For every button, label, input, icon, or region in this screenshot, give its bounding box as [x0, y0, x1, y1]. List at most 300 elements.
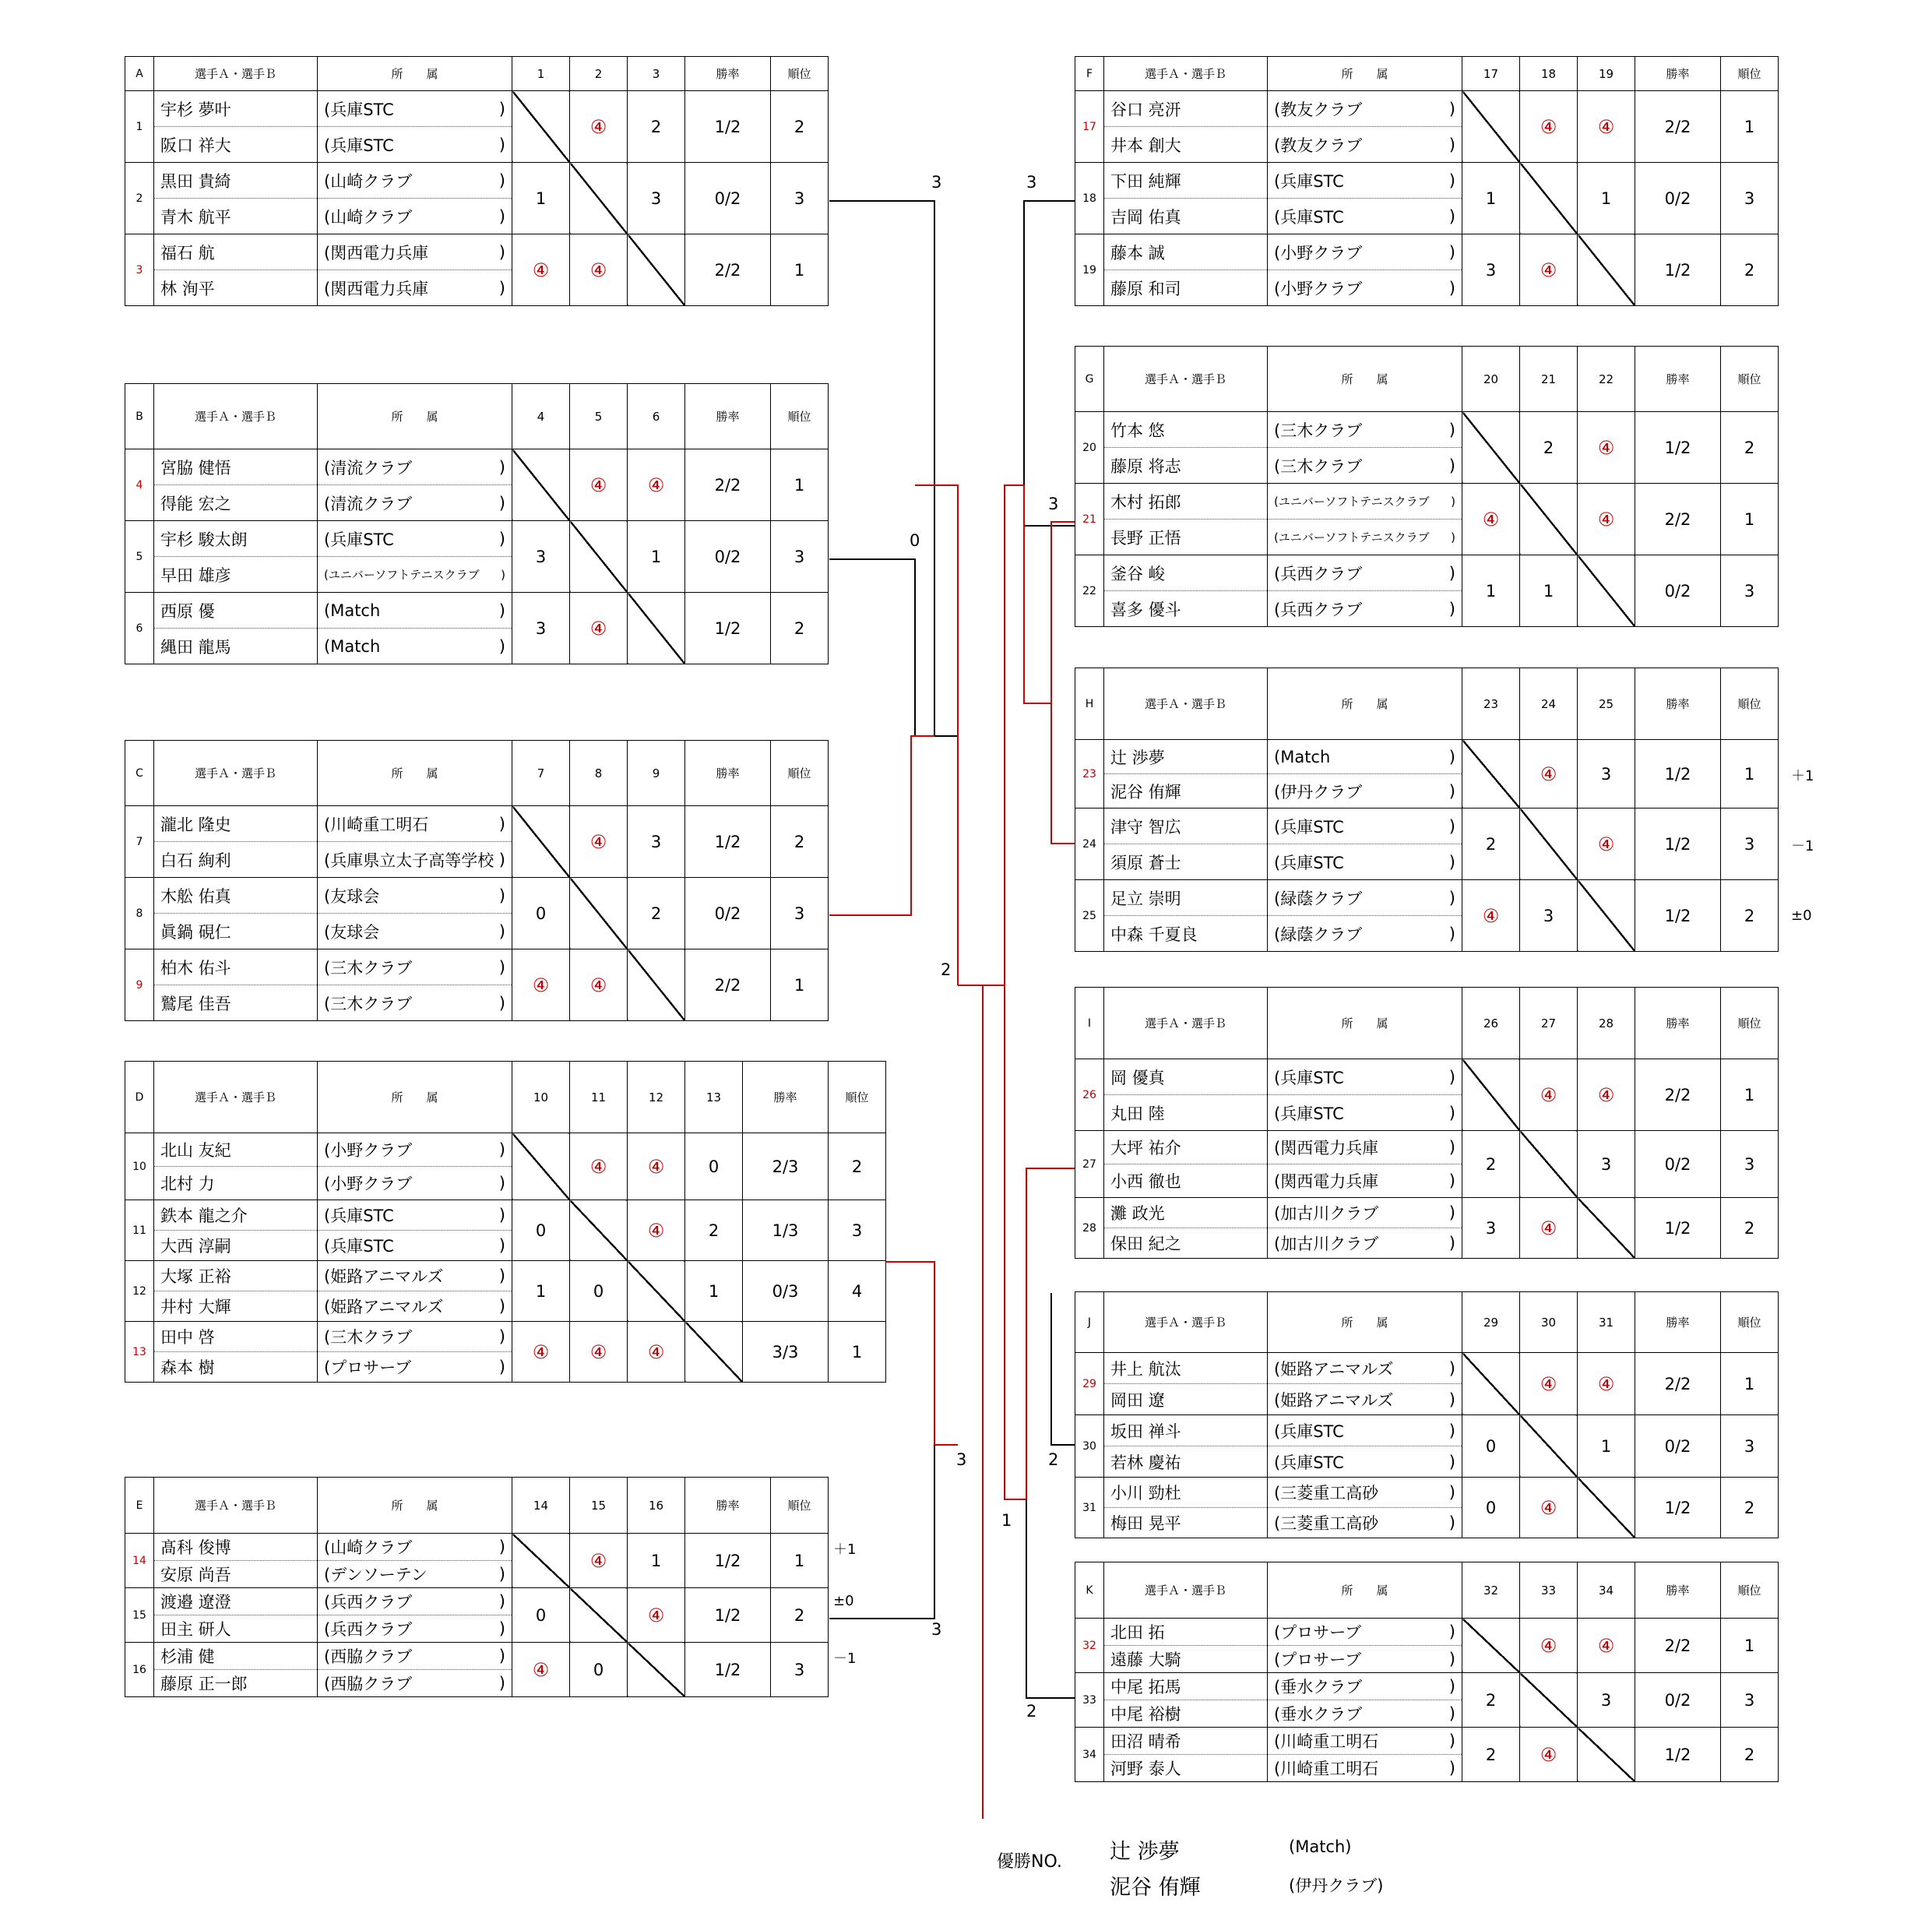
club-name: 川崎重工明石 [330, 815, 429, 834]
group-table-e [125, 1477, 829, 1697]
player-name: 田沼 晴希 [1104, 1728, 1268, 1755]
self-diagonal [1520, 1415, 1578, 1478]
club-name: 兵庫STC [330, 530, 394, 549]
win-rate: 2/2 [685, 449, 771, 521]
match-score: ④ [628, 1200, 685, 1261]
match-col-header: 26 [1462, 988, 1520, 1059]
match-score: ④ [1520, 1353, 1578, 1415]
bracket-score: 3 [931, 1620, 942, 1639]
player-name: 田主 研人 [154, 1615, 318, 1643]
rank: 3 [771, 163, 829, 234]
pair-number: 17 [1075, 91, 1104, 163]
rank: 3 [1721, 163, 1779, 234]
club-name: 小野クラブ [330, 1141, 413, 1160]
self-diagonal [1520, 1673, 1578, 1728]
player-club: (三木クラブ ) [318, 1322, 512, 1352]
player-club: (兵西クラブ ) [1268, 555, 1462, 591]
player-name: 阪口 祥大 [154, 127, 318, 163]
player-name: 井村 大輝 [154, 1291, 318, 1322]
match-score: ④ [1578, 1353, 1635, 1415]
group-table-j [1075, 1291, 1779, 1538]
pair-row-top [1075, 1619, 1779, 1646]
player-club: (兵庫STC ) [1268, 1095, 1462, 1131]
player-name: 縄田 龍馬 [154, 629, 318, 664]
match-col-header: 4 [512, 384, 570, 449]
player-club: (西脇クラブ ) [318, 1670, 512, 1697]
rank: 3 [1721, 808, 1779, 880]
self-diagonal [1578, 1478, 1635, 1538]
win-rate: 0/2 [1635, 555, 1721, 627]
club-name: 三菱重工高砂 [1280, 1484, 1379, 1502]
bracket-score: 2 [941, 960, 952, 979]
win-rate: 0/2 [1635, 1415, 1721, 1478]
pair-row-top [125, 1588, 829, 1615]
match-score: ④ [512, 1643, 570, 1697]
club-name: 兵庫STC [330, 136, 394, 155]
match-col-header: 16 [628, 1478, 685, 1534]
rank: 2 [829, 1133, 886, 1200]
group-header [125, 741, 829, 806]
rank: 2 [1721, 1198, 1779, 1259]
pair-row-top [1075, 91, 1779, 127]
rank: 2 [1721, 1478, 1779, 1538]
player-club: (伊丹クラブ ) [1268, 774, 1462, 808]
group-letter: E [125, 1478, 154, 1534]
player-club: (山崎クラブ ) [318, 199, 512, 234]
match-score: ④ [570, 806, 628, 878]
match-col-header: 6 [628, 384, 685, 449]
match-score: ④ [1578, 1619, 1635, 1673]
match-col-header: 22 [1578, 347, 1635, 412]
champion-player-a: 辻 渉夢 [1110, 1840, 1180, 1864]
match-score: 1 [512, 163, 570, 234]
self-diagonal [570, 1200, 628, 1261]
match-score: 3 [628, 163, 685, 234]
pair-number: 5 [125, 521, 154, 593]
club-header: 所 属 [1268, 988, 1462, 1059]
player-name: 泥谷 侑輝 [1104, 774, 1268, 808]
player-club: (姫路アニマルズ ) [1268, 1384, 1462, 1415]
match-score: 1 [1578, 1415, 1635, 1478]
player-club: (三木クラブ ) [318, 949, 512, 985]
club-name: 小野クラブ [330, 1175, 413, 1193]
player-club: (三木クラブ ) [318, 985, 512, 1021]
club-name: 姫路アニマルズ [1280, 1359, 1394, 1379]
bracket-score: 3 [931, 173, 942, 192]
player-club: (山崎クラブ ) [318, 163, 512, 199]
match-score: ④ [1462, 880, 1520, 952]
player-club: (小野クラブ ) [318, 1133, 512, 1167]
club-name: 兵西クラブ [1280, 600, 1363, 619]
group-header [1075, 988, 1779, 1059]
player-name: 谷口 亮汧 [1104, 91, 1268, 127]
player-name: 藤原 正一郎 [154, 1670, 318, 1697]
match-score: ④ [1520, 1059, 1578, 1131]
match-score: 1 [628, 521, 685, 593]
win-rate: 2/2 [1635, 1059, 1721, 1131]
club-name: ユニバーソフトテニスクラブ [1278, 530, 1430, 544]
player-name: 藤原 将志 [1104, 448, 1268, 484]
club-name: 関西電力兵庫 [330, 279, 429, 298]
club-name: プロサーブ [1280, 1650, 1362, 1669]
group-table-i [1075, 987, 1779, 1259]
players-header: 選手Ａ・選手Ｂ [154, 741, 318, 806]
pair-number: 13 [125, 1322, 154, 1383]
win-rate: 1/2 [1635, 808, 1721, 880]
match-col-header: 19 [1578, 57, 1635, 91]
player-name: 藤本 誠 [1104, 234, 1268, 270]
player-club: (ユニバーソフトテニスクラブ ) [318, 557, 512, 593]
player-club: (兵西クラブ ) [1268, 591, 1462, 627]
bracket-line-g-win [1024, 485, 1075, 703]
self-diagonal [570, 878, 628, 949]
player-name: 西原 優 [154, 593, 318, 629]
player-name: 大坪 祐介 [1104, 1131, 1268, 1164]
match-score: 3 [1578, 740, 1635, 808]
player-name: 木村 拓郎 [1104, 484, 1268, 520]
players-header: 選手Ａ・選手Ｂ [1104, 57, 1268, 91]
champion-club-a: (Match) [1289, 1837, 1352, 1856]
pair-row-top [125, 1261, 886, 1291]
match-col-header: 2 [570, 57, 628, 91]
group-header [125, 57, 829, 91]
player-club: (小野クラブ ) [1268, 270, 1462, 306]
match-col-header: 27 [1520, 988, 1578, 1059]
match-score: 1 [512, 1261, 570, 1322]
self-diagonal [1520, 163, 1578, 234]
pair-row-top [1075, 484, 1779, 520]
self-diagonal [570, 1588, 628, 1643]
win-rate: 2/2 [1635, 1619, 1721, 1673]
rank: 3 [1721, 1131, 1779, 1198]
player-name: 得能 宏之 [154, 485, 318, 521]
match-col-header: 11 [570, 1062, 628, 1133]
rank: 1 [829, 1322, 886, 1383]
rate-header: 勝率 [1635, 1292, 1721, 1353]
bracket-line-a [829, 201, 958, 736]
player-name: 杉浦 健 [154, 1643, 318, 1670]
self-diagonal [512, 449, 570, 521]
match-score: ④ [570, 1534, 628, 1588]
player-club: (教友クラブ ) [1268, 91, 1462, 127]
pair-row-top [125, 91, 829, 127]
bracket-line-ij-win [1005, 985, 1026, 1499]
match-col-header: 1 [512, 57, 570, 91]
match-score: ④ [1520, 740, 1578, 808]
match-col-header: 32 [1462, 1562, 1520, 1619]
match-score: 2 [685, 1200, 743, 1261]
match-col-header: 13 [685, 1062, 743, 1133]
club-name: 兵庫STC [1280, 1104, 1344, 1123]
win-rate: 1/2 [685, 1534, 771, 1588]
group-header [1075, 1562, 1779, 1619]
pair-row-top [1075, 412, 1779, 448]
match-score: 2 [628, 91, 685, 163]
self-diagonal [1462, 1059, 1520, 1131]
club-name: 兵庫STC [1280, 1453, 1344, 1472]
pair-number: 22 [1075, 555, 1104, 627]
match-score: ④ [628, 449, 685, 521]
rank: 3 [1721, 1673, 1779, 1728]
player-name: 藤原 和司 [1104, 270, 1268, 306]
club-name: 兵西クラブ [330, 1593, 413, 1612]
bracket-score: 3 [956, 1450, 967, 1469]
club-name: 兵庫STC [1280, 207, 1344, 227]
pair-row-top [1075, 1059, 1779, 1095]
pair-row-top [1075, 880, 1779, 916]
match-score: 3 [1462, 234, 1520, 306]
player-name: 喜多 優斗 [1104, 591, 1268, 627]
player-name: 若林 慶祐 [1104, 1446, 1268, 1478]
match-col-header: 31 [1578, 1292, 1635, 1353]
player-club: (兵西クラブ ) [318, 1615, 512, 1643]
rank: 3 [771, 521, 829, 593]
rank: 2 [1721, 1728, 1779, 1782]
win-rate: 1/2 [1635, 412, 1721, 484]
match-score: ④ [570, 949, 628, 1021]
rate-header: 勝率 [743, 1062, 829, 1133]
match-score: 3 [628, 806, 685, 878]
group-table-d [125, 1061, 886, 1383]
club-name: 兵庫STC [1280, 853, 1344, 872]
self-diagonal [628, 1261, 685, 1322]
bracket-line-h-win [1051, 703, 1075, 844]
pair-number: 14 [125, 1534, 154, 1588]
match-score: ④ [1520, 1198, 1578, 1259]
rank-header: 順位 [1721, 347, 1779, 412]
rate-header: 勝率 [1635, 57, 1721, 91]
win-rate: 2/2 [685, 234, 771, 306]
club-name: 兵庫STC [1280, 817, 1344, 837]
club-name: 山崎クラブ [330, 207, 413, 227]
match-col-header: 17 [1462, 57, 1520, 91]
pair-row-top [125, 521, 829, 557]
club-name: 川崎重工明石 [1280, 1732, 1379, 1751]
player-name: 渡邉 遼澄 [154, 1588, 318, 1615]
match-score: ④ [1578, 91, 1635, 163]
rank: 3 [1721, 555, 1779, 627]
player-club: (川崎重工明石 ) [1268, 1728, 1462, 1755]
match-score: 2 [1462, 1728, 1520, 1782]
match-score: ④ [570, 234, 628, 306]
rank: 1 [1721, 740, 1779, 808]
self-diagonal [628, 1643, 685, 1697]
pair-row-top [1075, 163, 1779, 199]
group-table-k [1075, 1562, 1779, 1782]
player-club: (プロサーブ ) [1268, 1619, 1462, 1646]
player-name: 釜谷 峻 [1104, 555, 1268, 591]
rank-header: 順位 [771, 741, 829, 806]
player-club: (清流クラブ ) [318, 485, 512, 521]
pair-number: 23 [1075, 740, 1104, 808]
win-rate: 2/2 [1635, 91, 1721, 163]
pair-row-top [125, 163, 829, 199]
club-name: 西脇クラブ [330, 1675, 413, 1693]
match-score: 1 [1520, 555, 1578, 627]
player-name: 足立 崇明 [1104, 880, 1268, 916]
side-note: ±0 [833, 1593, 854, 1609]
pair-row-top [1075, 1131, 1779, 1164]
player-club: (垂水クラブ ) [1268, 1673, 1462, 1700]
player-name: 中尾 拓馬 [1104, 1673, 1268, 1700]
players-header: 選手Ａ・選手Ｂ [1104, 1562, 1268, 1619]
win-rate: 3/3 [743, 1322, 829, 1383]
bracket-line-b-win [915, 485, 958, 985]
club-name: デンソーテン [330, 1566, 428, 1584]
rank: 3 [1721, 1415, 1779, 1478]
rate-header: 勝率 [1635, 1562, 1721, 1619]
match-score: ④ [512, 234, 570, 306]
match-col-header: 29 [1462, 1292, 1520, 1353]
group-header [1075, 347, 1779, 412]
rank: 2 [1721, 234, 1779, 306]
player-club: (西脇クラブ ) [318, 1643, 512, 1670]
player-name: 梅田 晃平 [1104, 1508, 1268, 1538]
club-name: 姫路アニマルズ [1280, 1390, 1394, 1410]
bracket-line-d-win [886, 1262, 958, 1445]
player-club: (友球会 ) [318, 878, 512, 914]
player-club: (川崎重工明石 ) [318, 806, 512, 842]
rank: 2 [1721, 880, 1779, 952]
rank: 1 [771, 234, 829, 306]
player-club: (ユニバーソフトテニスクラブ ) [1268, 520, 1462, 555]
match-score: ④ [1578, 808, 1635, 880]
player-name: 林 洵平 [154, 270, 318, 306]
pair-number: 18 [1075, 163, 1104, 234]
match-col-header: 34 [1578, 1562, 1635, 1619]
pair-row-top [1075, 1728, 1779, 1755]
club-name: 垂水クラブ [1280, 1678, 1363, 1696]
club-name: 三木クラブ [1280, 421, 1363, 440]
match-score: 2 [1462, 1673, 1520, 1728]
player-club: (兵庫STC ) [318, 1200, 512, 1231]
group-header [125, 1478, 829, 1534]
players-header: 選手Ａ・選手Ｂ [1104, 668, 1268, 740]
win-rate: 0/3 [743, 1261, 829, 1322]
player-name: 保田 紀之 [1104, 1228, 1268, 1259]
match-score: 0 [512, 878, 570, 949]
rate-header: 勝率 [1635, 347, 1721, 412]
player-name: 眞鍋 硯仁 [154, 914, 318, 949]
group-letter: D [125, 1062, 154, 1133]
self-diagonal [1462, 91, 1520, 163]
match-score: 3 [1520, 880, 1578, 952]
player-club: (姫路アニマルズ ) [1268, 1353, 1462, 1384]
pair-number: 8 [125, 878, 154, 949]
player-name: 河野 泰人 [1104, 1755, 1268, 1782]
player-name: 岡田 遼 [1104, 1384, 1268, 1415]
win-rate: 0/2 [685, 878, 771, 949]
player-club: (小野クラブ ) [318, 1167, 512, 1200]
club-name: 三木クラブ [1280, 456, 1363, 476]
club-name: 三木クラブ [330, 1328, 413, 1347]
group-letter: K [1075, 1562, 1104, 1619]
player-name: 森本 樹 [154, 1352, 318, 1383]
pair-number: 2 [125, 163, 154, 234]
win-rate: 2/3 [743, 1133, 829, 1200]
match-score: 2 [1520, 412, 1578, 484]
pair-row-top [1075, 1673, 1779, 1700]
club-name: 緑蔭クラブ [1280, 889, 1363, 908]
player-name: 白石 絢利 [154, 842, 318, 878]
pair-row-top [1075, 234, 1779, 270]
club-name: 清流クラブ [330, 458, 413, 477]
rank-header: 順位 [1721, 57, 1779, 91]
win-rate: 2/2 [1635, 1353, 1721, 1415]
club-name: 兵庫県立太子高等学校 [330, 851, 494, 870]
match-score: ④ [1462, 484, 1520, 555]
player-name: 丸田 陸 [1104, 1095, 1268, 1131]
group-table-f [1075, 56, 1779, 306]
pair-number: 12 [125, 1261, 154, 1322]
self-diagonal [1462, 412, 1520, 484]
group-table-a [125, 56, 829, 306]
match-score: 3 [1462, 1198, 1520, 1259]
club-name: 三木クラブ [330, 994, 413, 1013]
club-name: 兵庫STC [1280, 1068, 1344, 1087]
pair-row-top [125, 449, 829, 485]
player-club: (緑蔭クラブ ) [1268, 880, 1462, 916]
rank-header: 順位 [771, 57, 829, 91]
champion-club-b: (伊丹クラブ) [1289, 1876, 1384, 1895]
club-name: 三菱重工高砂 [1280, 1514, 1379, 1533]
player-name: 鉄本 龍之介 [154, 1200, 318, 1231]
club-name: 山崎クラブ [330, 171, 413, 191]
club-name: Match [1280, 747, 1331, 766]
rank: 2 [771, 593, 829, 664]
side-note: ＋1 [1791, 768, 1814, 784]
player-name: 髙科 俊博 [154, 1534, 318, 1561]
player-name: 宇杉 夢叶 [154, 91, 318, 127]
self-diagonal [628, 949, 685, 1021]
side-note: ±0 [1791, 907, 1812, 924]
rate-header: 勝率 [1635, 988, 1721, 1059]
pair-number: 4 [125, 449, 154, 521]
bracket-line-f [1024, 201, 1075, 485]
match-score: 3 [512, 593, 570, 664]
match-score: ④ [570, 593, 628, 664]
group-table-g [1075, 346, 1779, 627]
pair-number: 27 [1075, 1131, 1104, 1198]
player-name: 田中 啓 [154, 1322, 318, 1352]
player-club: (兵庫STC ) [1268, 808, 1462, 844]
rank: 3 [771, 878, 829, 949]
rank-header: 順位 [771, 384, 829, 449]
club-name: 伊丹クラブ [1280, 782, 1363, 801]
win-rate: 0/2 [685, 163, 771, 234]
rank: 4 [829, 1261, 886, 1322]
player-club: (Match ) [318, 629, 512, 664]
group-letter: G [1075, 347, 1104, 412]
club-name: 姫路アニマルズ [330, 1298, 444, 1316]
club-name: ユニバーソフトテニスクラブ [1278, 495, 1430, 509]
club-name: 兵庫STC [330, 1237, 394, 1256]
group-letter: J [1075, 1292, 1104, 1353]
player-name: 宇杉 駿太朗 [154, 521, 318, 557]
club-name: 兵西クラブ [330, 1620, 413, 1639]
player-club: (関西電力兵庫 ) [318, 234, 512, 270]
pair-row-top [125, 949, 829, 985]
self-diagonal [1520, 1131, 1578, 1198]
rank: 2 [1721, 412, 1779, 484]
club-name: Match [330, 601, 381, 620]
player-club: (兵庫STC ) [318, 521, 512, 557]
pair-row-top [125, 593, 829, 629]
player-name: 鷲尾 佳吾 [154, 985, 318, 1021]
group-header [125, 384, 829, 449]
pair-number: 26 [1075, 1059, 1104, 1131]
players-header: 選手Ａ・選手Ｂ [154, 1478, 318, 1534]
